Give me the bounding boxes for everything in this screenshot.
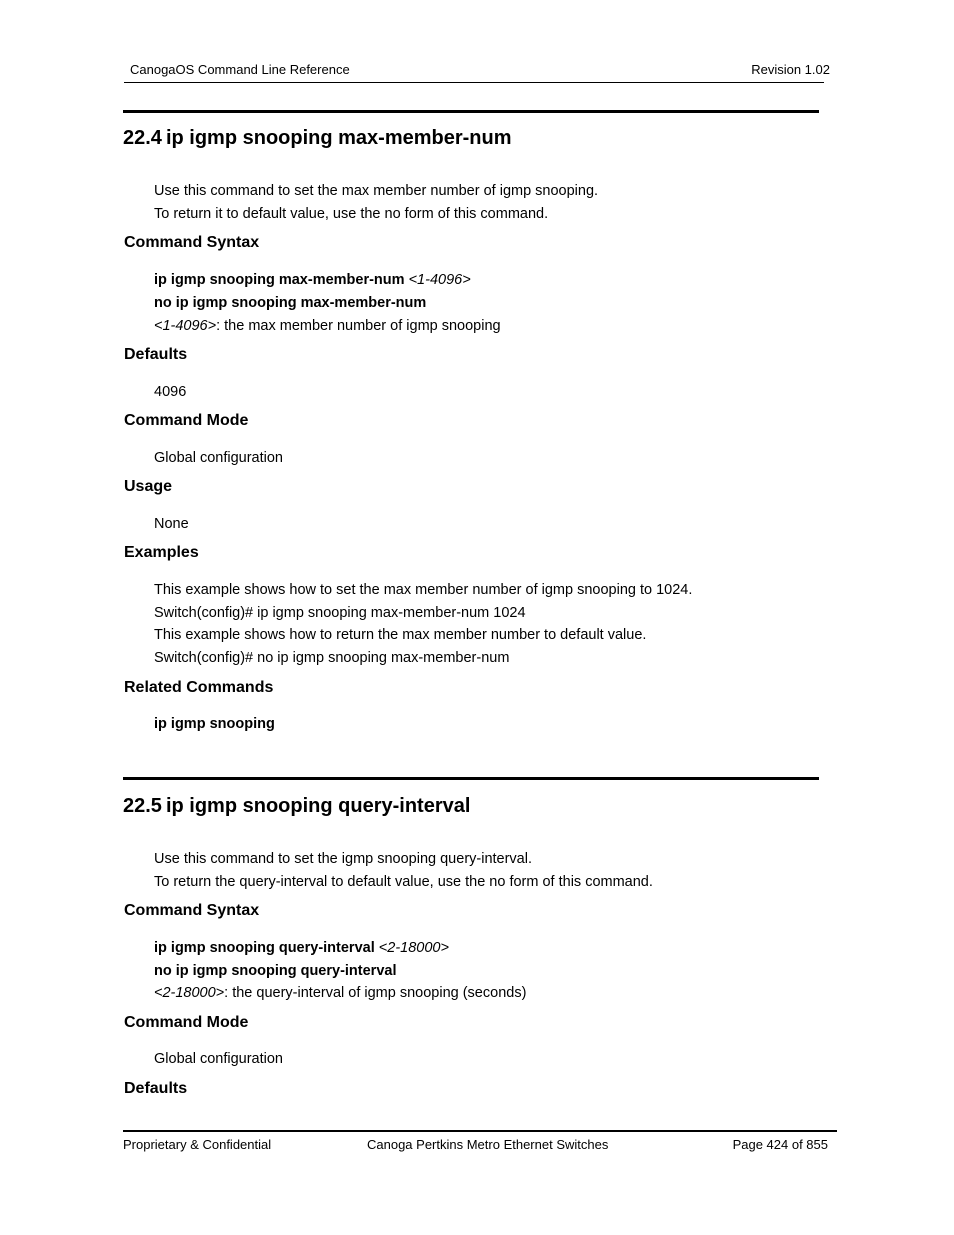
example-line: Switch(config)# ip igmp snooping max-member-num 1024 — [154, 605, 526, 621]
section-title: ip igmp snooping max-member-num — [165, 127, 512, 149]
related-command: ip igmp snooping — [154, 716, 275, 732]
subheading-command-syntax: Command Syntax — [124, 234, 260, 251]
parameter-line — [154, 318, 501, 334]
syntax-argument: <2-18000> — [378, 940, 449, 956]
footer-confidential: Proprietary & Confidential — [123, 1137, 272, 1152]
section-number: 22.5 — [123, 795, 162, 817]
command-mode-value: Global configuration — [154, 450, 283, 466]
example-line: This example shows how to set the max member number of igmp snooping to 1024. — [154, 582, 693, 598]
section-number: 22.4 — [123, 127, 162, 149]
syntax-line — [154, 272, 471, 288]
subheading-defaults: Defaults — [124, 346, 188, 363]
description-line: Use this command to set the max member number of igmp snooping. — [154, 183, 599, 199]
parameter-argument: <2-18000> — [154, 985, 225, 1001]
syntax-line — [154, 940, 449, 956]
syntax-command: ip igmp snooping max-member-num — [154, 272, 405, 288]
subheading-related-commands: Related Commands — [124, 679, 274, 696]
example-line: This example shows how to return the max member number to default value. — [154, 627, 647, 643]
syntax-command: ip igmp snooping query-interval — [154, 940, 375, 956]
footer-rule — [123, 1130, 837, 1132]
parameter-description: : the query-interval of igmp snooping (seconds) — [224, 985, 527, 1001]
section-rule — [123, 110, 819, 113]
defaults-value: 4096 — [154, 384, 187, 400]
example-line: Switch(config)# no ip igmp snooping max-member-num — [154, 650, 510, 666]
description-line: Use this command to set the igmp snooping query-interval. — [154, 851, 532, 867]
subheading-defaults: Defaults — [124, 1080, 188, 1097]
parameter-description: : the max member number of igmp snooping — [216, 318, 501, 334]
subheading-command-syntax: Command Syntax — [124, 902, 260, 919]
footer-page-number: Page 424 of 855 — [732, 1137, 828, 1152]
section-rule — [123, 777, 819, 780]
subheading-command-mode: Command Mode — [124, 1014, 249, 1031]
syntax-no-command: no ip igmp snooping query-interval — [154, 963, 397, 979]
footer-product: Canoga Pertkins Metro Ethernet Switches — [367, 1137, 609, 1152]
subheading-examples: Examples — [124, 544, 199, 561]
subheading-usage: Usage — [124, 478, 173, 495]
section-title: ip igmp snooping query-interval — [165, 795, 471, 817]
subheading-command-mode: Command Mode — [124, 412, 249, 429]
section-heading — [123, 795, 470, 818]
syntax-no-command: no ip igmp snooping max-member-num — [154, 295, 427, 311]
command-mode-value: Global configuration — [154, 1051, 283, 1067]
description-line: To return it to default value, use the no form of this command. — [154, 206, 549, 222]
section-heading — [123, 127, 512, 150]
usage-value: None — [154, 516, 189, 532]
parameter-line — [154, 985, 526, 1001]
description-line: To return the query-interval to default value, use the no form of this command. — [154, 874, 653, 890]
header-rule — [124, 82, 824, 83]
header-revision: Revision 1.02 — [751, 62, 830, 77]
syntax-argument: <1-4096> — [408, 272, 471, 288]
parameter-argument: <1-4096> — [154, 318, 217, 334]
header-title: CanogaOS Command Line Reference — [130, 62, 350, 77]
